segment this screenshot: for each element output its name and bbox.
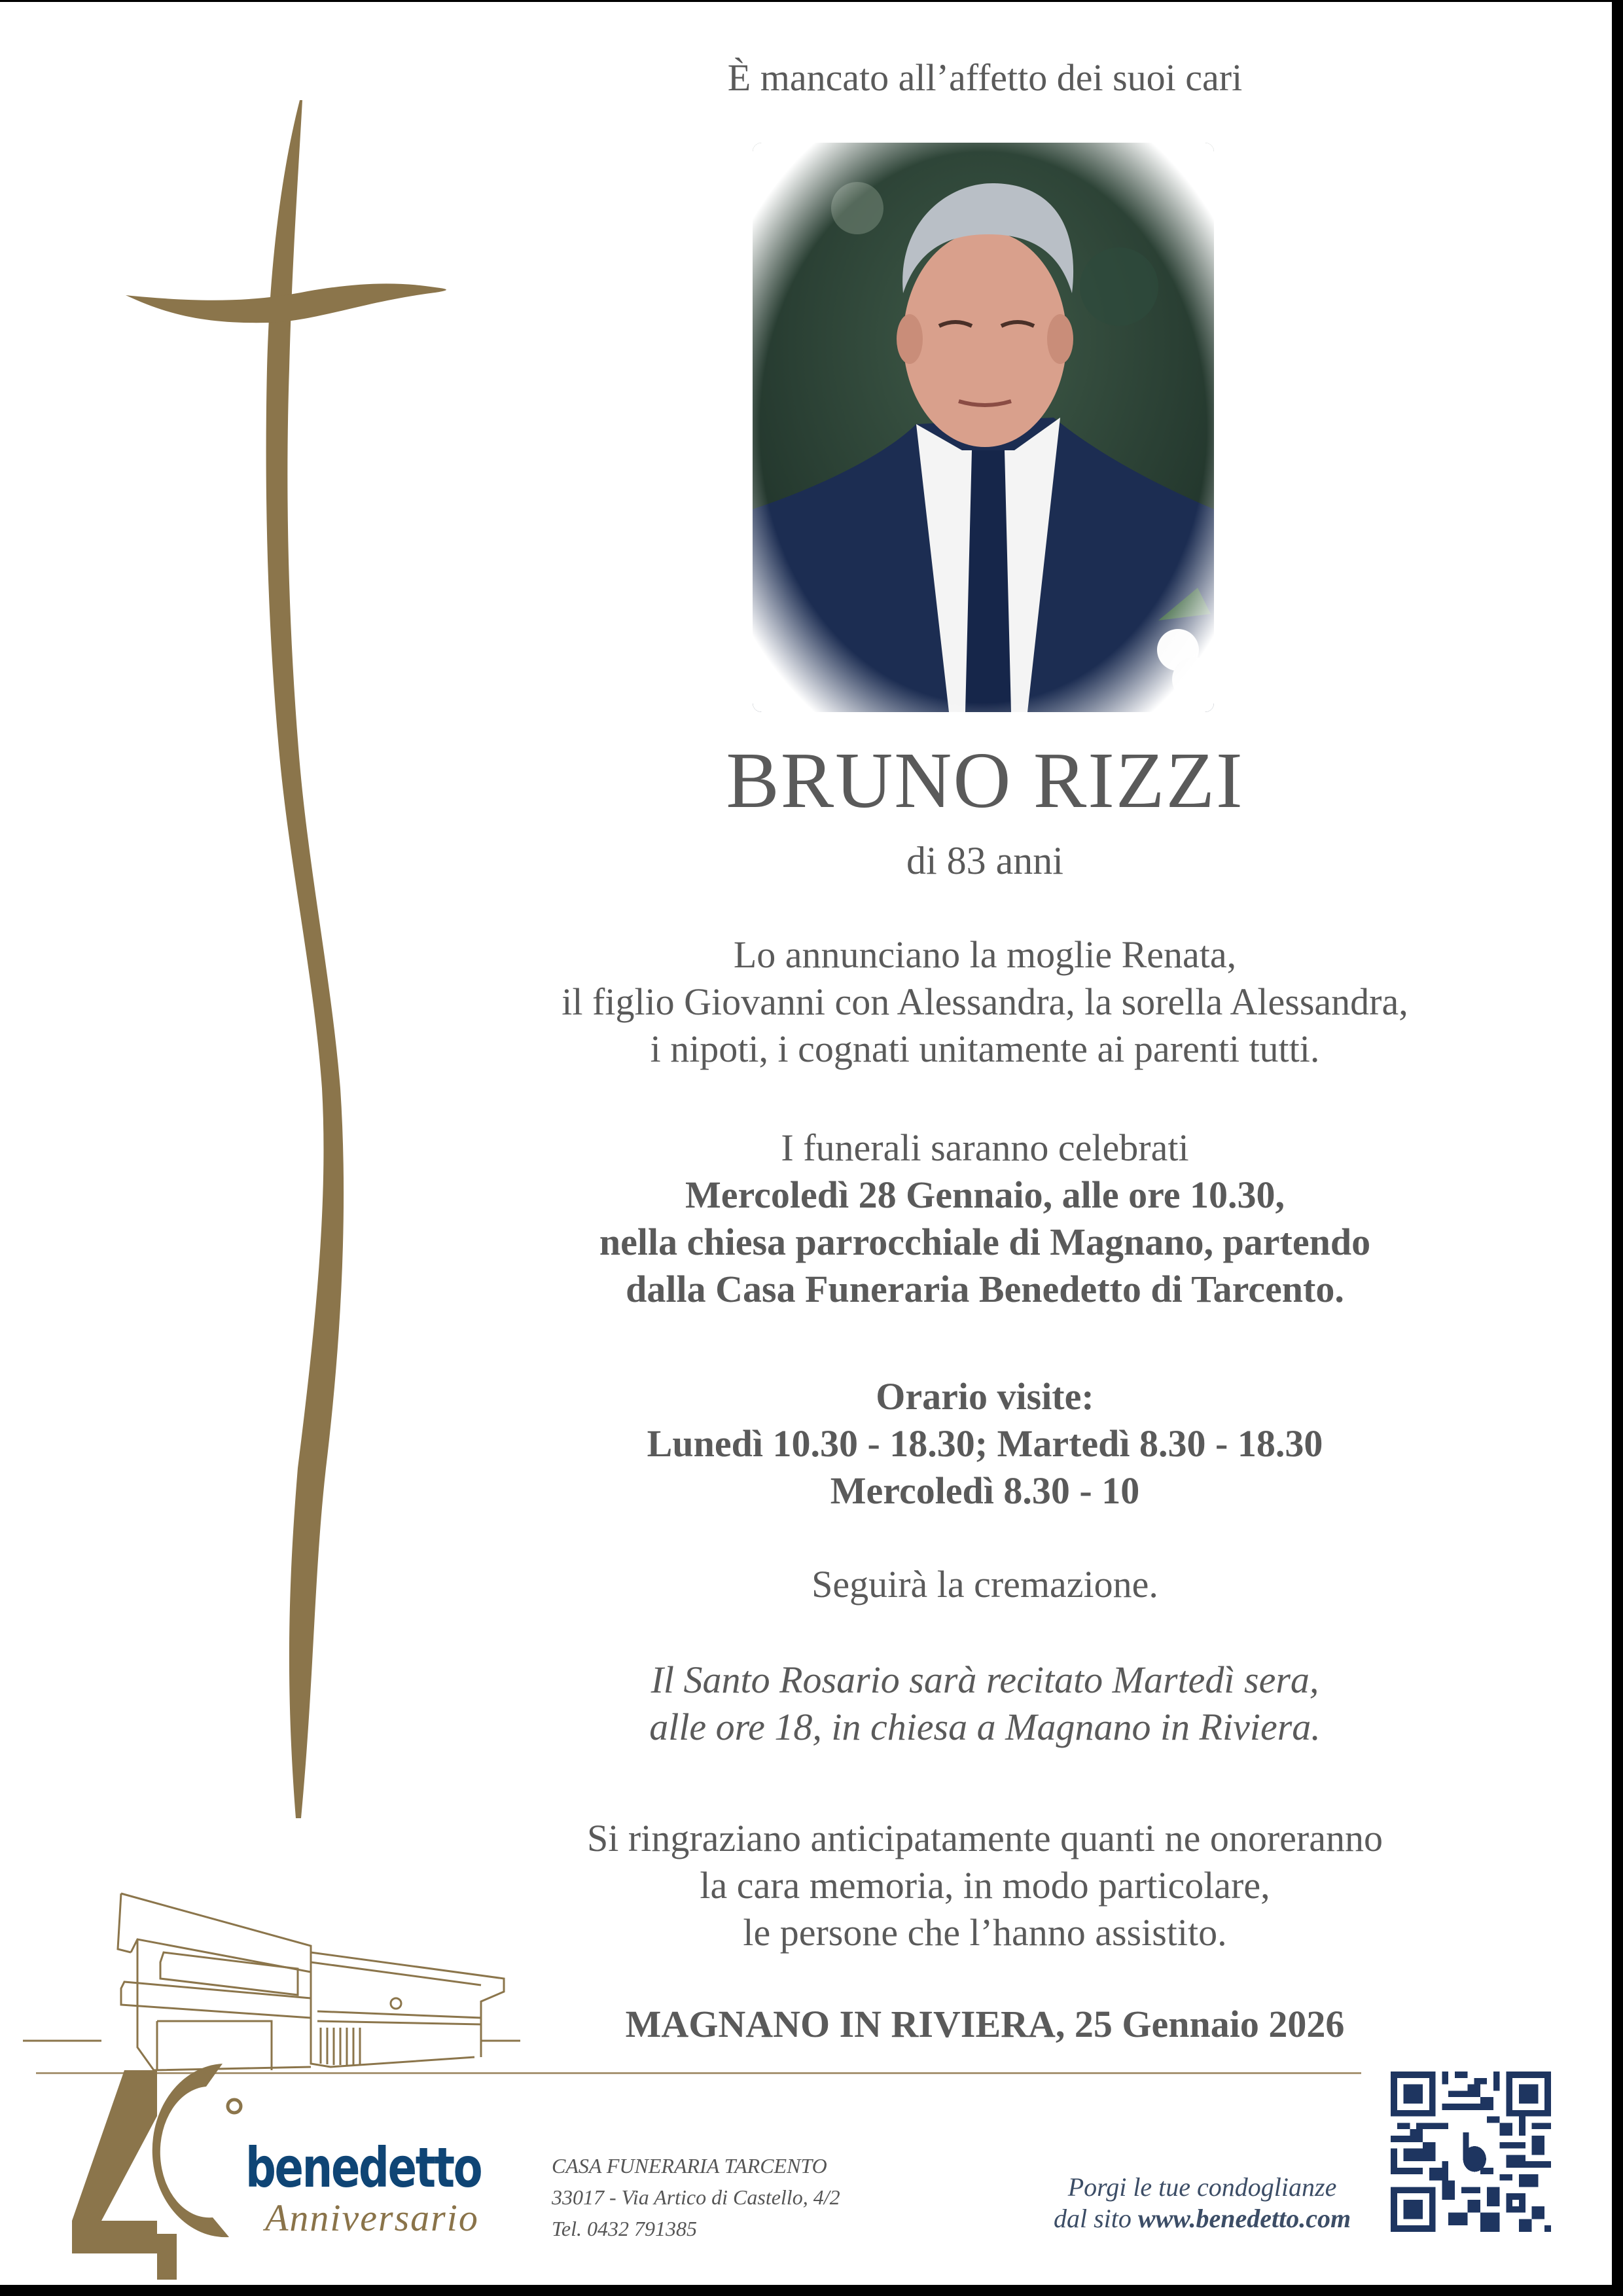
visiting-hours-line: Lunedì 10.30 - 18.30; Martedì 8.30 - 18.30	[647, 1422, 1323, 1465]
visiting-hours-line: Mercoledì 8.30 - 10	[830, 1469, 1140, 1512]
funeral-detail: dalla Casa Funeraria Benedetto di Tarcento.	[626, 1268, 1344, 1310]
thanks-line: Si ringraziano anticipatamente quanti ne onoreranno	[587, 1817, 1383, 1859]
funeral-intro: I funerali saranno celebrati	[781, 1126, 1189, 1169]
obituary-page	[0, 2, 1612, 2285]
funeral-home-address	[552, 2150, 840, 2244]
condolences-text	[1054, 2172, 1351, 2234]
funeral-home-name: CASA FUNERARIA TARCENTO	[552, 2154, 827, 2178]
place-date: MAGNANO IN RIVIERA, 25 Gennaio 2026	[625, 2003, 1345, 2045]
brand-name: benedetto	[245, 2136, 482, 2200]
rosary-line: alle ore 18, in chiesa a Magnano in Riviera.	[649, 1706, 1321, 1748]
anniversary-label: Anniversario	[265, 2197, 479, 2239]
portrait-image	[753, 143, 1214, 712]
condolences-prefix: dal sito	[1054, 2204, 1138, 2233]
cremation-note: Seguirà la cremazione.	[812, 1563, 1158, 1605]
deceased-name: BRUNO RIZZI	[726, 736, 1244, 825]
funeral-home-phone[interactable]: Tel. 0432 791385	[552, 2217, 697, 2240]
announcement-line: i nipoti, i cognati unitamente ai parenti tutti.	[650, 1028, 1320, 1070]
condolences-line: Porgi le tue condoglianze	[1067, 2172, 1337, 2202]
thanks-line: la cara memoria, in modo particolare,	[700, 1864, 1270, 1907]
portrait-photo	[753, 143, 1214, 712]
announcement-line: Lo annunciano la moglie Renata,	[733, 933, 1237, 976]
website-link[interactable]: www.benedetto.com	[1137, 2204, 1351, 2233]
rosary-paragraph	[510, 1657, 1459, 1751]
visiting-hours	[510, 1373, 1459, 1515]
rosary-line: Il Santo Rosario sarà recitato Martedì sera,	[651, 1659, 1319, 1701]
intro-text: È mancato all’affetto dei suoi cari	[727, 56, 1243, 99]
visiting-hours-title: Orario visite:	[876, 1375, 1094, 1418]
qr-code[interactable]	[1391, 2072, 1551, 2232]
funeral-paragraph	[510, 1124, 1459, 1313]
funeral-detail: Mercoledì 28 Gennaio, alle ore 10.30,	[685, 1174, 1285, 1216]
funeral-detail: nella chiesa parrocchiale di Magnano, partendo	[599, 1221, 1371, 1263]
cross-icon	[118, 94, 458, 1835]
anniversary-40-logo	[72, 2051, 262, 2280]
announcement-line: il figlio Giovanni con Alessandra, la sorella Alessandra,	[562, 980, 1408, 1023]
announcement-paragraph	[510, 931, 1459, 1073]
thanks-line: le persone che l’hanno assistito.	[743, 1911, 1227, 1954]
deceased-age: di 83 anni	[906, 839, 1063, 882]
funeral-home-street: 33017 - Via Artico di Castello, 4/2	[552, 2185, 840, 2209]
thanks-paragraph	[510, 1815, 1459, 1956]
